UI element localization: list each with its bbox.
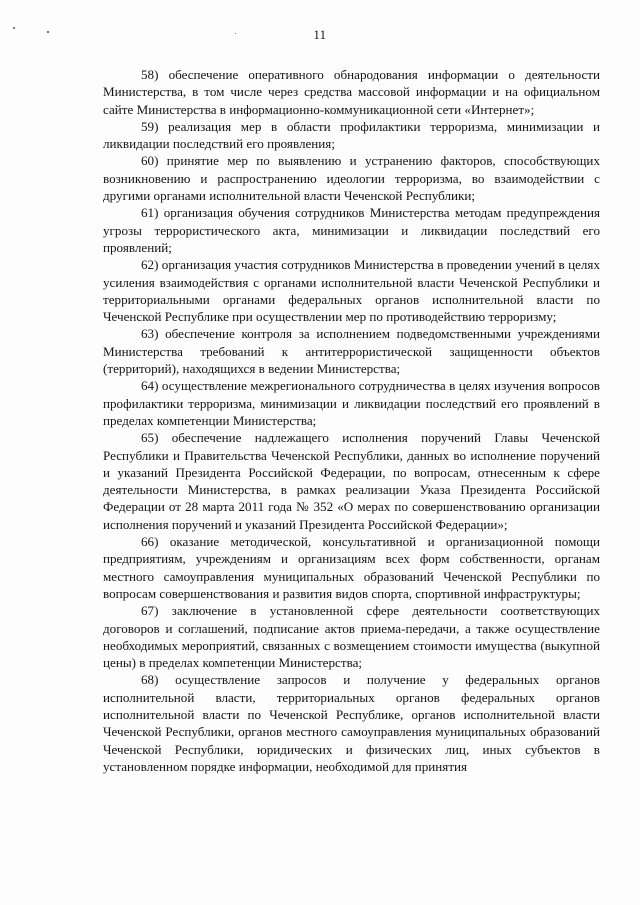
- paragraph-67: 67) заключение в установленной сфере деятельности соответствующих договоров и соглашений, подписание актов приема-передачи, а также осуществление необходимых мероприятий, связанных с возмещением стоимости имущества (выкупной цены) в пределах компетенции Министерства;: [103, 603, 600, 671]
- paragraph-63: 63) обеспечение контроля за исполнением подведомственными учреждениями Министерства требований к антитеррористической защищенности объектов (территорий), находящихся в ведении Министерства;: [103, 326, 600, 377]
- paragraph-59: 59) реализация мер в области профилактики терроризма, минимизации и ликвидации последствий его проявления;: [103, 118, 600, 152]
- document-body: [103, 66, 600, 775]
- paragraph-66: 66) оказание методической, консультативной и организационной помощи предприятиям, учреждениям и организациям всех форм собственности, органам местного самоуправления муниципальных образований Чеченской Республики по вопросам совершенствования и развития видов спорта, спортивной инфраструктуры;: [103, 534, 600, 601]
- paragraph-68: 68) осуществление запросов и получение у федеральных органов исполнительной власти, территориальных органов федеральных органов исполнительной власти по Чеченской Республике, органов исполнительной власти Чеченской Республики, органов местного самоуправления муниципальных образований Чеченской Республики, юридических и физических лиц, иных субъектов в установленном порядке информации, необходимой для принятия: [103, 672, 600, 774]
- paragraph-65: 65) обеспечение надлежащего исполнения поручений Главы Чеченской Республики и Правительства Чеченской Республики, данных во исполнение поручений и указаний Президента Российской Федерации, по вопросам, отнесенным к сфере деятельности Министерства, в рамках реализации Указа Президента Российской Федерации от 28 марта 2011 года № 352 «О мерах по совершенствованию организации исполнения поручений и указаний Президента Российской Федерации»;: [103, 430, 600, 532]
- paragraph-61: 61) организация обучения сотрудников Министерства методам предупреждения угрозы террористического акта, минимизации и ликвидации последствий его проявлений;: [103, 205, 600, 255]
- page-number: 11: [313, 28, 327, 42]
- paragraph-60: 60) принятие мер по выявлению и устранению факторов, способствующих возникновению и распространению идеологии терроризма, во взаимодействии с другими органами исполнительной власти Чеченской Республики;: [103, 153, 600, 204]
- paragraph-62: 62) организация участия сотрудников Министерства в проведении учений в целях усиления взаимодействия с органами исполнительной власти Чеченской Республики и территориальными органами федеральных органов исполнительной власти по Чеченской Республике при осуществлении мер по противодействию терроризму;: [103, 257, 600, 325]
- paragraph-64: 64) осуществление межрегионального сотрудничества в целях изучения вопросов профилактики терроризма, минимизации и ликвидации последствий его проявлений в пределах компетенции Министерства;: [103, 378, 600, 428]
- paragraph-58: 58) обеспечение оперативного обнародования информации о деятельности Министерства, в том числе через средства массовой информации и на официальном сайте Министерства в информационно-коммуникационной сети «Интернет»;: [103, 67, 600, 117]
